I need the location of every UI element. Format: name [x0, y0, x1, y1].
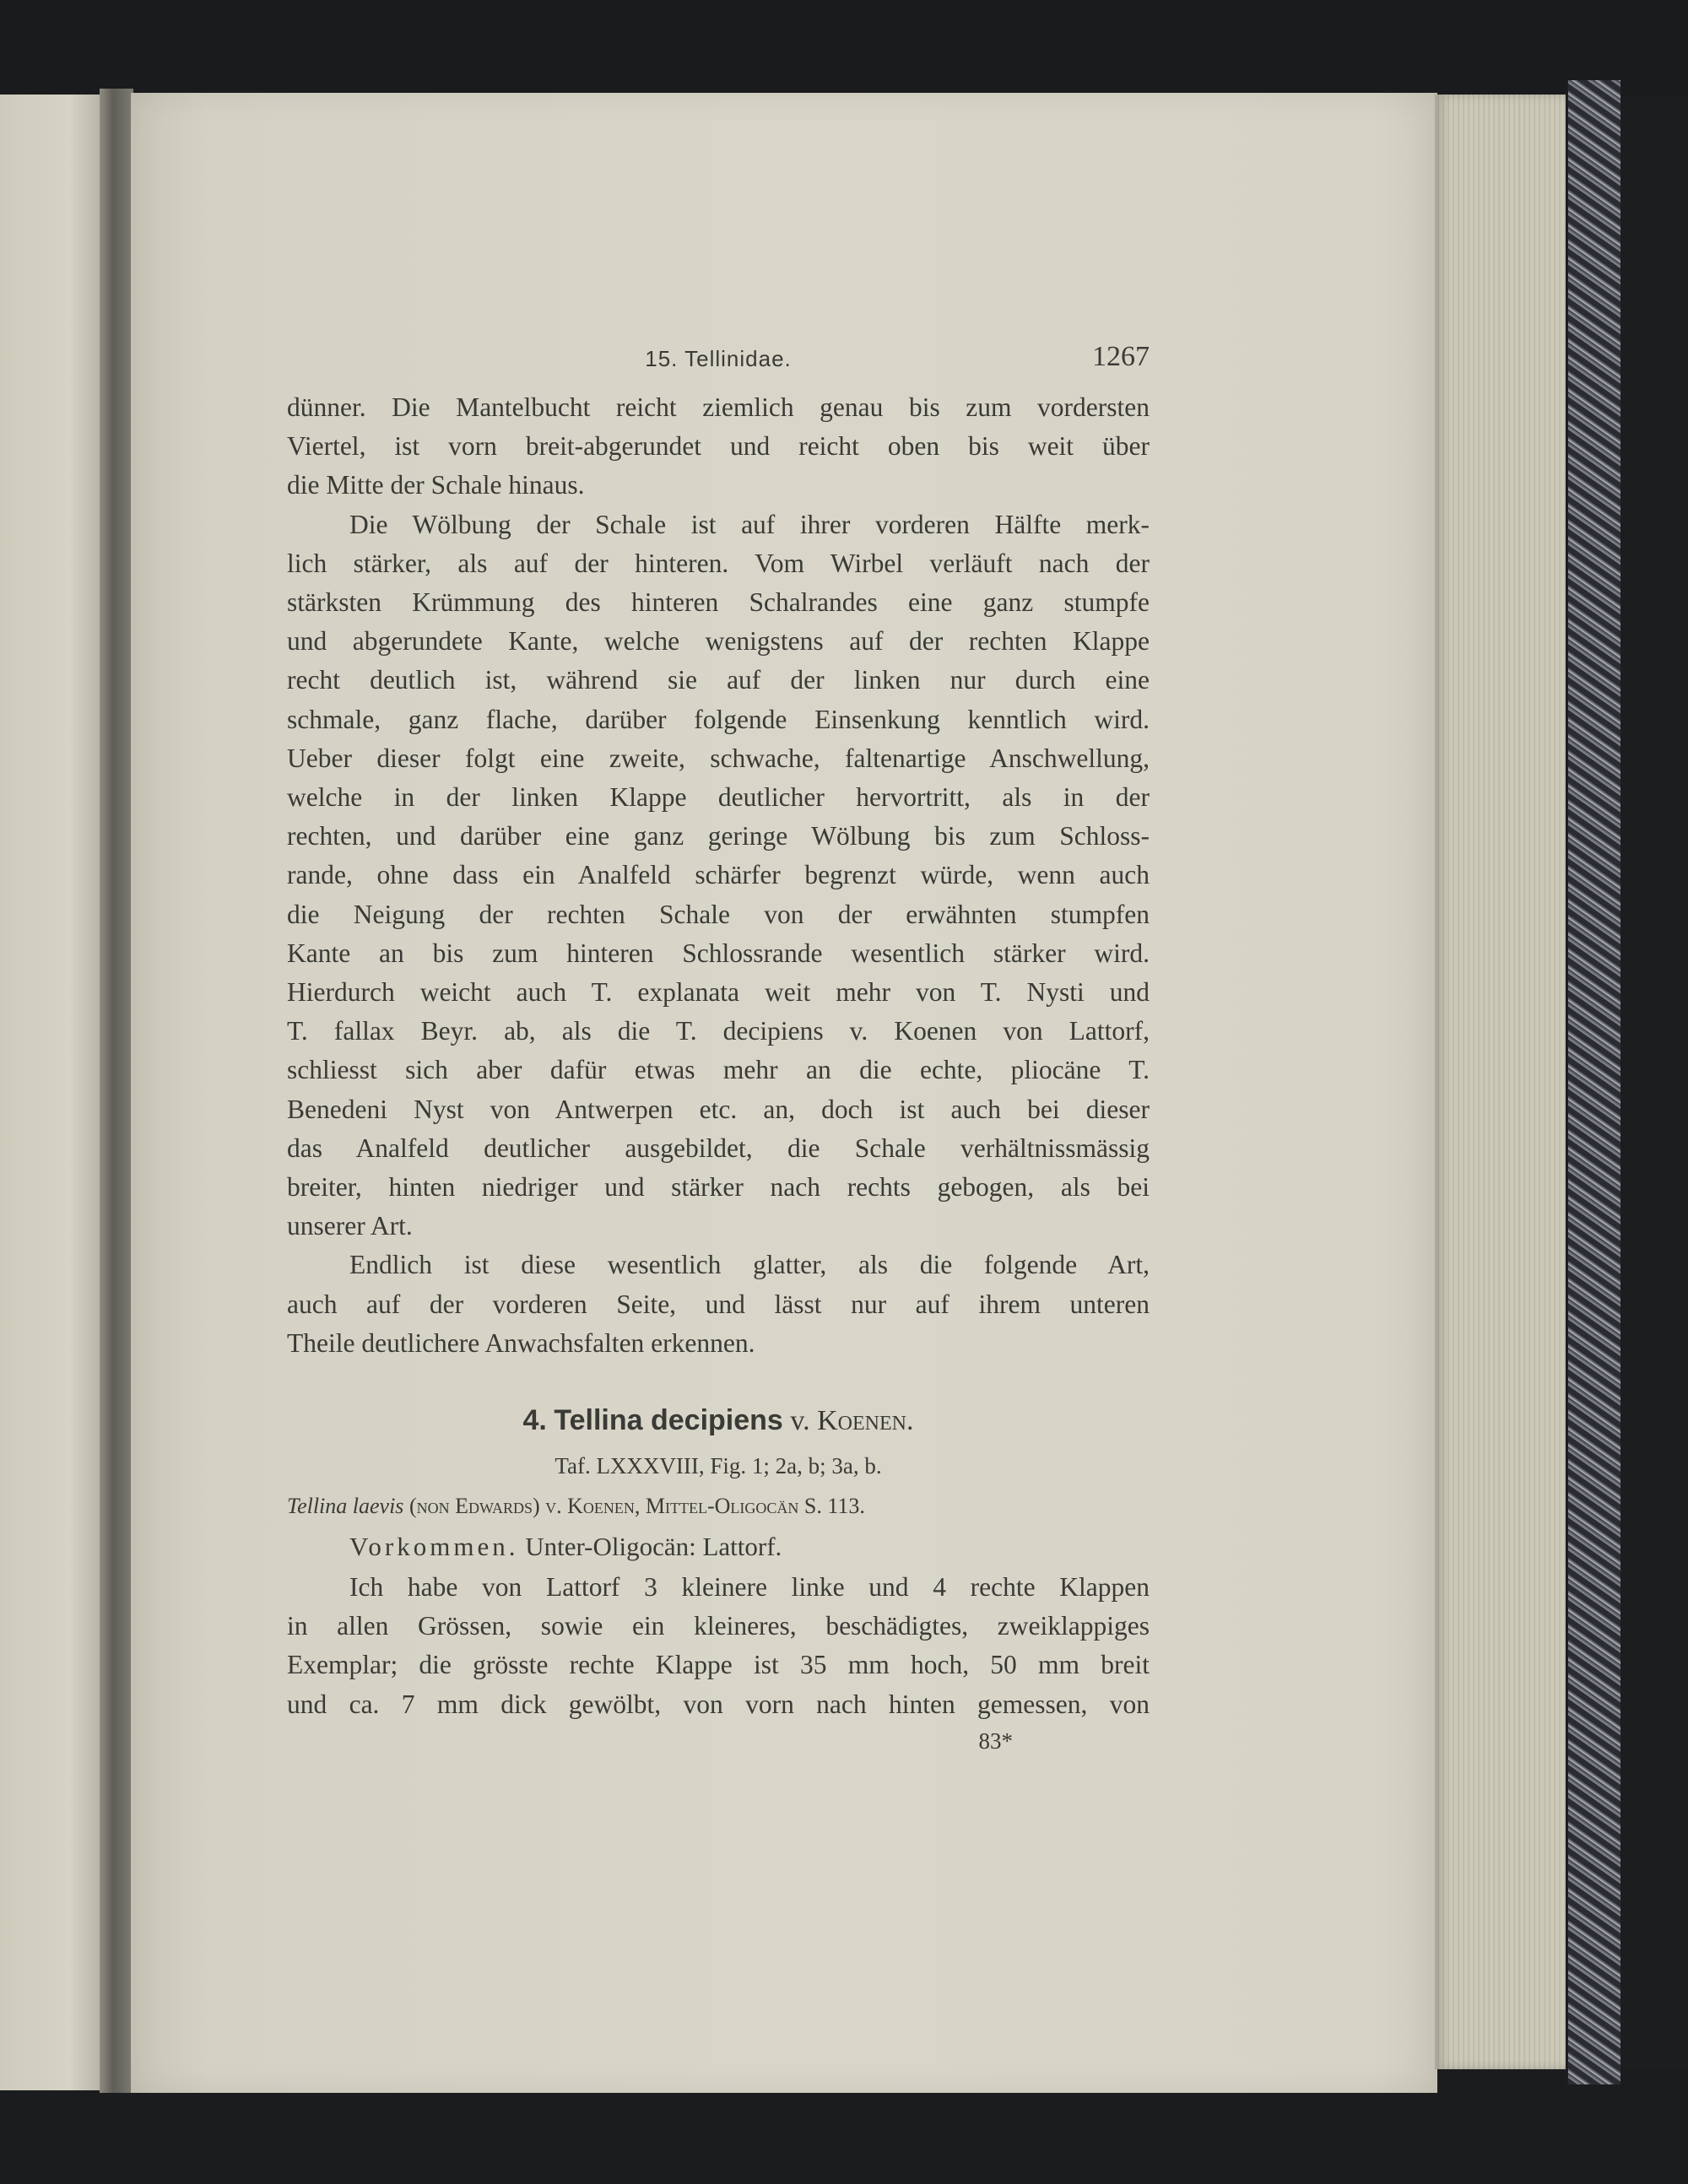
synonymy-line	[287, 1487, 1150, 1526]
text-line: Endlich ist diese wesentlich glatter, als die folgende Art,	[349, 1250, 1150, 1280]
page-content	[287, 338, 1150, 1758]
text-line: Hierdurch weicht auch T. explanata weit mehr von T. Nysti und	[287, 977, 1150, 1008]
marbled-cover-edge	[1566, 80, 1620, 2084]
paragraph-1	[287, 388, 1150, 505]
occurrence-line	[287, 1526, 1150, 1568]
occurrence-label: Vorkommen.	[349, 1532, 519, 1562]
page-block-edges	[1435, 95, 1582, 2069]
text-line: Theile deutlichere Anwachsfalten erkennen.	[287, 1327, 755, 1358]
text-line: Die Wölbung der Schale ist auf ihrer vorderen Hälfte merk-	[349, 509, 1150, 539]
text-line: Ueber dieser folgt eine zweite, schwache, faltenartige Anschwellung,	[287, 743, 1150, 773]
species-author-prefix: v.	[790, 1405, 810, 1437]
text-line: in allen Grössen, sowie ein kleineres, beschädigtes, zweiklappiges	[287, 1611, 1150, 1641]
species-name: Tellina decipiens	[554, 1404, 783, 1437]
occurrence-text: Unter-Oligocän: Lattorf.	[518, 1532, 782, 1562]
text-line: rande, ohne dass ein Analfeld schärfer begrenzt würde, wenn auch	[287, 860, 1150, 890]
text-line: rechten, und darüber eine ganz geringe Wölbung bis zum Schloss-	[287, 821, 1150, 851]
synonym-citation: (non Edwards) v. Koenen, Mittel-Oligocän S. 113.	[403, 1494, 865, 1519]
text-line: Exemplar; die grösste rechte Klappe ist 35 mm hoch, 50 mm breit	[287, 1650, 1150, 1680]
text-line: recht deutlich ist, während sie auf der linken nur durch eine	[287, 665, 1150, 695]
species-author: Koenen.	[817, 1405, 914, 1437]
text-line: lich stärker, als auf der hinteren. Vom Wirbel verläuft nach der	[287, 548, 1150, 578]
left-page-edge	[0, 95, 100, 2090]
text-line: die Mitte der Schale hinaus.	[287, 470, 585, 500]
background-top	[0, 0, 1688, 97]
text-line: T. fallax Beyr. ab, als die T. decipiens v. Koenen von Lattorf,	[287, 1016, 1150, 1046]
text-line: schmale, ganz flache, darüber folgende Einsenkung kenntlich wird.	[287, 704, 1150, 734]
text-line: breiter, hinten niedriger und stärker nach rechts gebogen, als bei	[287, 1172, 1150, 1203]
species-heading	[287, 1397, 1150, 1445]
section-title: 15. Tellinidae.	[645, 346, 792, 371]
running-head	[287, 338, 1150, 388]
paragraph-3	[287, 1246, 1150, 1363]
body-text	[287, 388, 1150, 1363]
text-line: Benedeni Nyst von Antwerpen etc. an, doch ist auch bei dieser	[287, 1094, 1150, 1124]
text-line: und ca. 7 mm dick gewölbt, von vorn nach hinten gemessen, von	[287, 1689, 1150, 1719]
text-line: Viertel, ist vorn breit-abgerundet und reicht oben bis weit über	[287, 431, 1150, 462]
page-number: 1267	[1092, 341, 1150, 372]
paragraph-2	[287, 505, 1150, 1246]
plate-reference: Taf. LXXXVIII, Fig. 1; 2a, b; 3a, b.	[555, 1453, 882, 1479]
text-line: Ich habe von Lattorf 3 kleinere linke und 4 rechte Klappen	[349, 1572, 1150, 1603]
text-line: und abgerundete Kante, welche wenigstens auf der rechten Klappe	[287, 626, 1150, 657]
species-number: 4.	[522, 1404, 547, 1437]
text-line: die Neigung der rechten Schale von der erwähnten stumpfen	[287, 899, 1150, 929]
text-line: welche in der linken Klappe deutlicher hervortritt, als in der	[287, 782, 1150, 813]
text-line: dünner. Die Mantelbucht reicht ziemlich genau bis zum vordersten	[287, 392, 1150, 422]
final-paragraph	[287, 1568, 1150, 1724]
synonym-taxon: Tellina laevis	[287, 1494, 404, 1519]
book-gutter	[100, 89, 133, 2093]
text-line: stärksten Krümmung des hinteren Schalrandes eine ganz stumpfe	[287, 587, 1150, 618]
signature-mark: 83*	[978, 1727, 1013, 1754]
text-line: unserer Art.	[287, 1211, 413, 1241]
text-line: schliesst sich aber dafür etwas mehr an die echte, pliocäne T.	[287, 1055, 1150, 1085]
text-line: auch auf der vorderen Seite, und lässt nur auf ihrem unteren	[287, 1289, 1150, 1319]
text-line: Kante an bis zum hinteren Schlossrande wesentlich stärker wird.	[287, 938, 1150, 968]
text-line: das Analfeld deutlicher ausgebildet, die Schale verhältnissmässig	[287, 1133, 1150, 1163]
